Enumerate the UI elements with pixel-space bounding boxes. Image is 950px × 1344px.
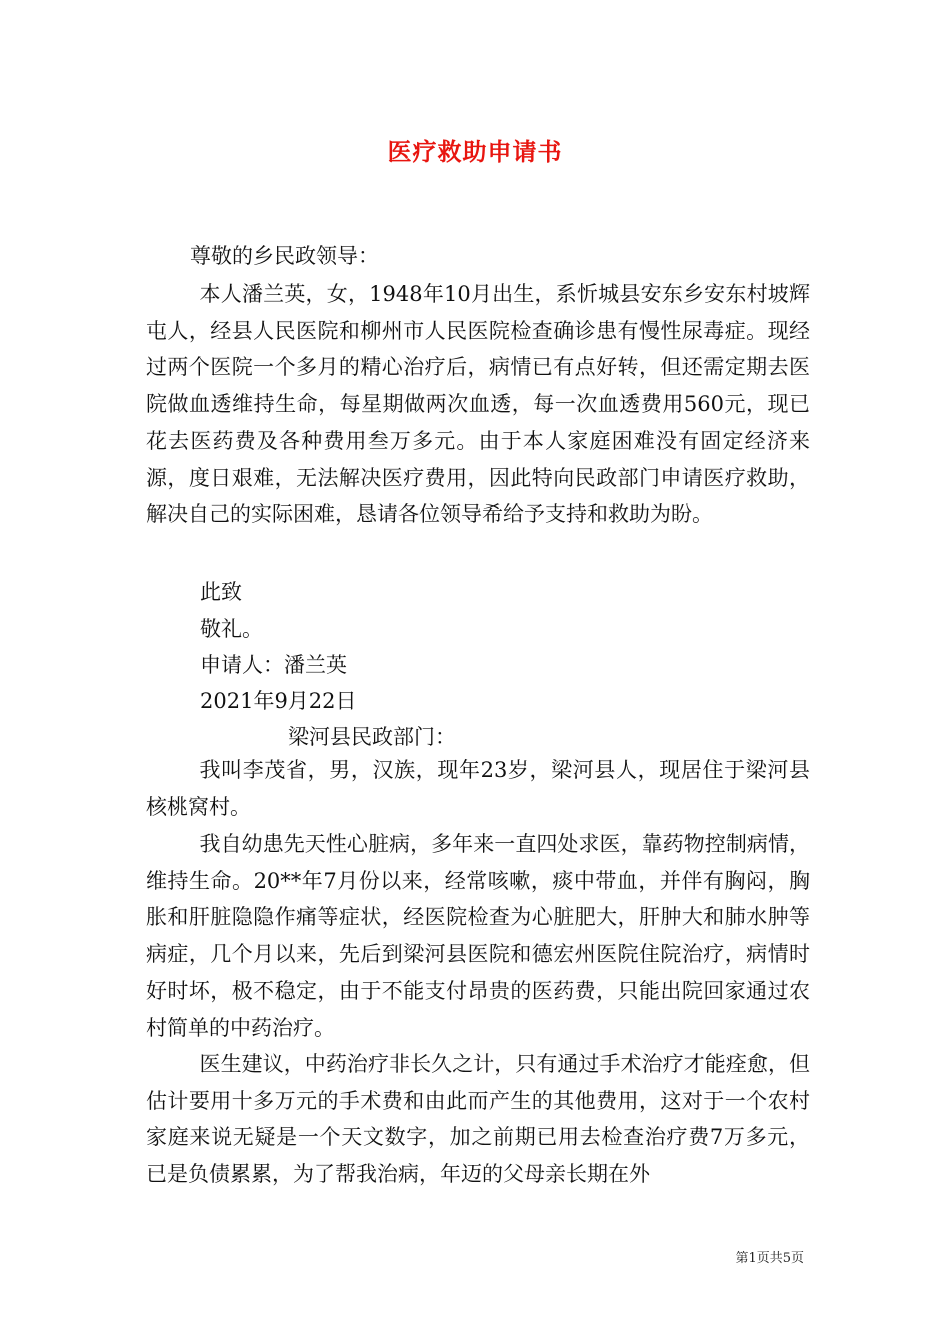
salutation-1: 尊敬的乡民政领导： xyxy=(190,244,379,268)
page-footer: 第1页共5页 xyxy=(735,1251,804,1266)
applicant-signature: 申请人：潘兰英 xyxy=(200,653,347,677)
closing-line-1: 此致 xyxy=(200,580,242,604)
letter2-para-3: 医生建议，中药治疗非长久之计，只有通过手术治疗才能痊愈，但估计要用十多万元的手术费和由此而产生的其他费用，这对于一个农村家庭来说无疑是一个天文数字，加之前期已用去检查治疗费7万多元，已是负债累累，为了帮我治病，年迈的父母亲长期在外 xyxy=(146,1052,810,1187)
letter2-para-1: 我叫李茂省，男，汉族，现年23岁，梁河县人，现居住于梁河县核桃窝村。 xyxy=(146,758,810,819)
letter1-body: 本人潘兰英，女，1948年10月出生，系忻城县安东乡安东村坡辉屯人，经县人民医院和柳州市人民医院检查确诊患有慢性尿毒症。现经过两个医院一个多月的精心治疗后，病情已有点好转，但还需定期去医院做血透维持生命，每星期做两次血透，每一次血透费用560元，现已花去医药费及各种费用叁万多元。由于本人家庭困难没有固定经济来源，度日艰难，无法解决医疗费用，因此特向民政部门申请医疗救助，解决自己的实际困难，恳请各位领导希给予支持和救助为盼。 xyxy=(146,282,810,527)
salutation-2: 梁河县民政部门： xyxy=(288,725,456,749)
closing-line-2: 敬礼。 xyxy=(200,617,263,641)
letter-date: 2021年9月22日 xyxy=(200,689,357,713)
letter2-para-2: 我自幼患先天性心脏病，多年来一直四处求医，靠药物控制病情，维持生命。20**年7月份以来，经常咳嗽，痰中带血，并伴有胸闷，胸胀和肝脏隐隐作痛等症状，经医院检查为心脏肥大，肝肿大和肺水肿等病症，几个月以来，先后到梁河县医院和德宏州医院住院治疗，病情时好时坏，极不稳定，由于不能支付昂贵的医药费，只能出院回家通过农村简单的中药治疗。 xyxy=(146,832,810,1040)
document-title: 医疗救助申请书 xyxy=(387,137,563,166)
